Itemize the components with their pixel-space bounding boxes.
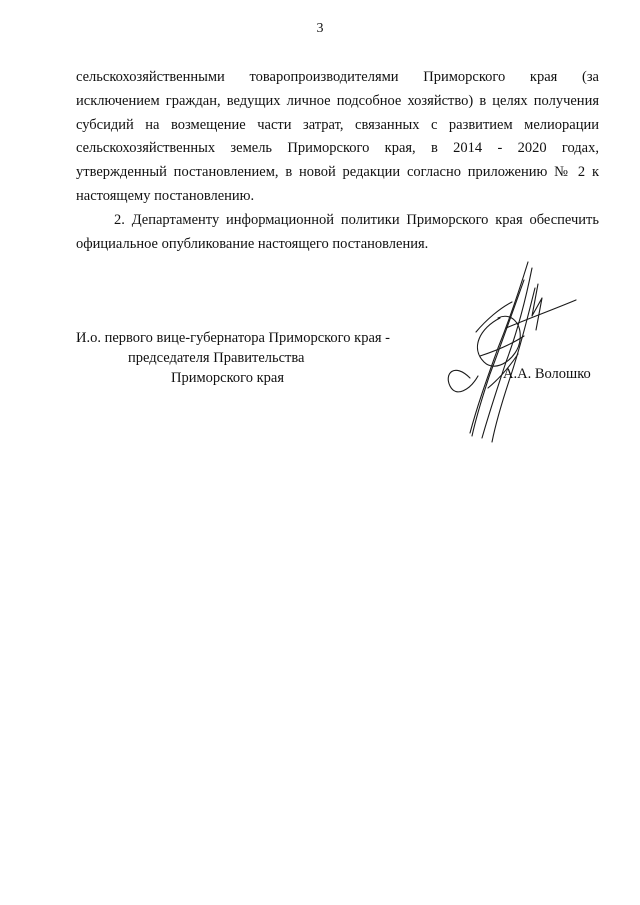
signatory-title-line-1: И.о. первого вице-губернатора Приморского края - [76, 330, 391, 346]
page-number: 3 [316, 21, 324, 36]
handwritten-signature [440, 258, 580, 446]
signatory-name: А.А. Волошко [503, 366, 591, 382]
paragraph-continuation: сельскохозяйственными товаропроизводителями Приморского края (за исключением граждан, ведущих личное подсобное хозяйство) в целях получения субсидий на возмещение части затрат, связанных с развитием мелиорации сельскохозяйственных земель Приморского края, в 2014 - 2020 годах, утвержденный постановлением, в новой редакции согласно приложению № 2 к настоящему постановлению. [76, 69, 599, 204]
signatory-title [76, 328, 390, 388]
signatory-title-line-3: Приморского края [171, 370, 285, 386]
document-body [76, 66, 599, 256]
paragraph-item-2: 2. Департаменту информационной политики Приморского края обеспечить официальное опубликование настоящего постановления. [76, 211, 599, 252]
signatory-title-line-2: председателя Правительства [128, 350, 305, 366]
